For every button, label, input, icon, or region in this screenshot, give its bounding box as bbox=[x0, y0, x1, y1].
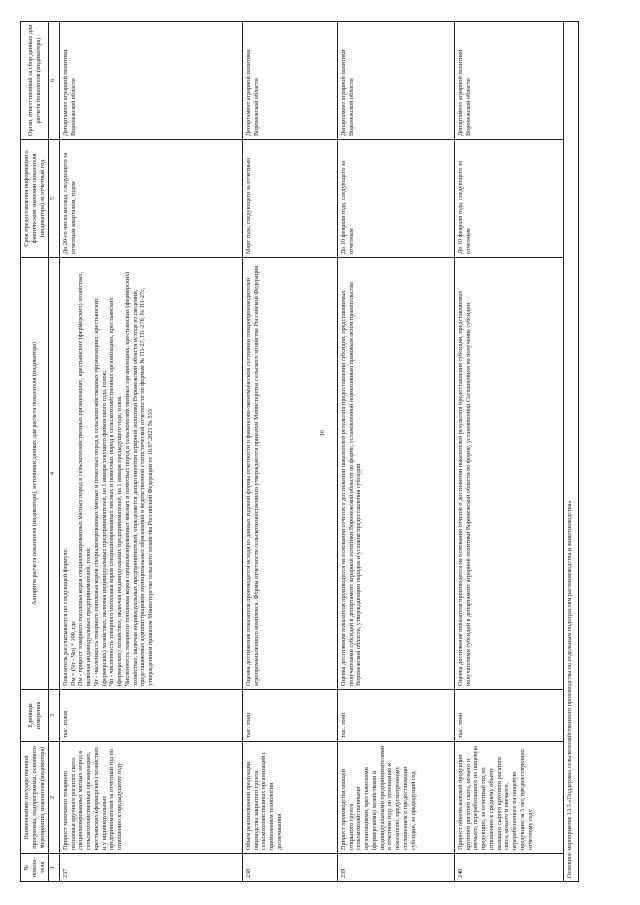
algorithm-line: Показатель рассчитывается по следующей формуле: bbox=[61, 548, 69, 686]
column-number: 3 bbox=[49, 690, 60, 742]
indicator-unit: тыс. голов bbox=[59, 690, 242, 742]
table-row bbox=[59, 22, 242, 882]
column-number: 6 bbox=[49, 22, 60, 140]
indicator-term: Март года, следующего за отчетным bbox=[242, 140, 337, 258]
column-number-row bbox=[49, 22, 60, 882]
page-number: 16 bbox=[320, 430, 326, 436]
indicator-algorithm: Оценка достижения показателя производится исходя из данных годовой формы отчетности о финансово-экономическом состоянии товаропроизводителей агропромышленного комплекса. Формы отчетности сельскохозяйственного утверждаются приказом Министерства сельского хозяйства Российской Федерации bbox=[242, 258, 337, 690]
row-number: 237 bbox=[59, 854, 242, 882]
algorithm-line: Чт - численность товарного поголовья коров специализированных мясных и помесных пород в сельскохозяйственных организациях, крестьянских (фермерских) хозяйствах, включая индивидуальных предпринимателей, на 1 января текущего финансового года, голов; bbox=[92, 298, 108, 686]
indicator-unit: тыс. тонн bbox=[454, 690, 563, 742]
indicator-unit: тыс. тонн bbox=[242, 690, 337, 742]
header-term: Срок предоставления информации о фактическом значении показателя (индикатора) за отчетный год bbox=[21, 140, 49, 258]
indicator-unit: тыс. тонн bbox=[337, 690, 454, 742]
indicator-algorithm bbox=[59, 258, 242, 690]
algorithm-line: Пм - прирост товарного поголовья коров специализированных мясных пород в сельскохозяйственных организациях, крестьянских (фермерских) хозяйствах, включая индивидуальных предпринимателей, голов; bbox=[77, 271, 92, 686]
column-number: 2 bbox=[49, 742, 60, 854]
table-header-row bbox=[21, 22, 49, 882]
row-number: 238 bbox=[242, 854, 337, 882]
indicator-name: Прирост производства овощей открытого грунта сельскохозяйственными организациями, крестьянскими (фермерскими) хозяйствами и индивидуальными предпринимателями в отчетном году по отношению к показателю, предусмотренному соглашением о предоставлении субсидии, за предыдущий год bbox=[337, 742, 454, 854]
header-name: Наименование государственной программы, подпрограммы, основного мероприятия, показателя (индикатора) bbox=[21, 742, 49, 854]
indicator-term: До 20-го числа месяца, следующего за отчетным кварталом, годом bbox=[59, 140, 242, 258]
indicator-term: До 10 февраля года, следующего за отчетным bbox=[337, 140, 454, 258]
indicator-name: Объем реализованной продукции овцеводства закрытого грунта сельскохозяйственных организаций с применением технологии досвечивания bbox=[242, 742, 337, 854]
indicator-organ: Департамент аграрной политики Воронежской области bbox=[454, 22, 563, 140]
indicator-organ: Департамент аграрной политики Воронежской области bbox=[337, 22, 454, 140]
indicator-term: До 10 февраля года, следующего за отчетным bbox=[454, 140, 563, 258]
indicator-name: Прирост объема валовой продукции крупного рогатого скота, козьего и овечьего, переработанного на пищевую продукцию, за отчетный год по отношению к среднему объему валового сырого крупного рогатого скота, козьего и овечьего, переработанного на пищевую продукцию за 5 лет, предшествующих отчетному году bbox=[454, 742, 563, 854]
table-row bbox=[242, 22, 337, 882]
algorithm-line: Численность товарного поголовья коров специализированных мясных и помесных пород в сельскохозяйственных организациях, крестьянских (фермерских) хозяйствах, включая индивидуальных предпринимателей, определяется департаментом аграрной политики Воронежской области исходя из сведений, представляемых администрациями муниципальных образований в ведомственной статистической отчетности по формам № П1-27, П1-27б, № П1-27с, утвержденным приказом Министерства сельского хозяйства Российской Федерации от 10.07.2021 № 533 bbox=[123, 271, 154, 686]
column-number: 5 bbox=[49, 140, 60, 258]
rotated-table-sheet bbox=[20, 22, 580, 882]
header-unit: Единицы измерения bbox=[21, 690, 49, 742]
header-algorithm: Алгоритм расчета показателя (индикатора), источники данных для расчета показателя (индикатора) bbox=[21, 258, 49, 690]
column-number: 4 bbox=[49, 258, 60, 690]
indicators-table bbox=[20, 21, 579, 882]
algorithm-line: Чп - численность товарного поголовья коров специализированных мясных и помесных пород в сельскохозяйственных организациях, крестьянских (фермерских) хозяйствах, включая индивидуальных предпринимателей, на 1 января предыдущего года, голов. bbox=[108, 297, 123, 686]
indicator-organ: Департамент аграрной политики Воронежской области bbox=[242, 22, 337, 140]
indicator-organ: Департамент аграрной политики Воронежской области bbox=[59, 22, 242, 140]
section-footer: Основное мероприятие 13.5 «Поддержка сельскохозяйственного производства по отдельным подотраслям растениеводства и животноводства» bbox=[563, 22, 578, 882]
section-footer-row bbox=[563, 22, 578, 882]
table-row bbox=[454, 22, 563, 882]
column-number: 1 bbox=[49, 854, 60, 882]
indicator-name: Прирост маточного товарного поголовья крупного рогатого скота специализированных мясных пород в сельскохозяйственных организациях, крестьянских (фермерских) хозяйствах и у индивидуальных предпринимателей за отчетный год по отношению к предыдущему году bbox=[59, 742, 242, 854]
row-number: 239 bbox=[337, 854, 454, 882]
indicator-algorithm: Оценка достижения показателя производится на основании отчетов о достижении показателей результата предоставления субсидии, представляемых получателями субсидий в департамент аграрной политики Воронежской области по форме, установленной Соглашением на получение субсидии bbox=[454, 258, 563, 690]
header-number: № показа-теля bbox=[21, 854, 49, 882]
table-row bbox=[337, 22, 454, 882]
row-number: 240 bbox=[454, 854, 563, 882]
algorithm-line: Пм = (Чт - Чп) * 100, где bbox=[69, 621, 77, 686]
indicator-algorithm: Оценка достижения показателя производится на основании отчетов о достижении показателей результата предоставления субсидии, представляемых получателями субсидий в департамент аграрной политики Воронежской области по форме, установленной нормативным правовым актом правительства Воронежской области, утверждающим порядок и условия предоставления субсидии bbox=[337, 258, 454, 690]
header-organ: Орган, ответственный за сбор данных для расчета показателя (индикатора) bbox=[21, 22, 49, 140]
